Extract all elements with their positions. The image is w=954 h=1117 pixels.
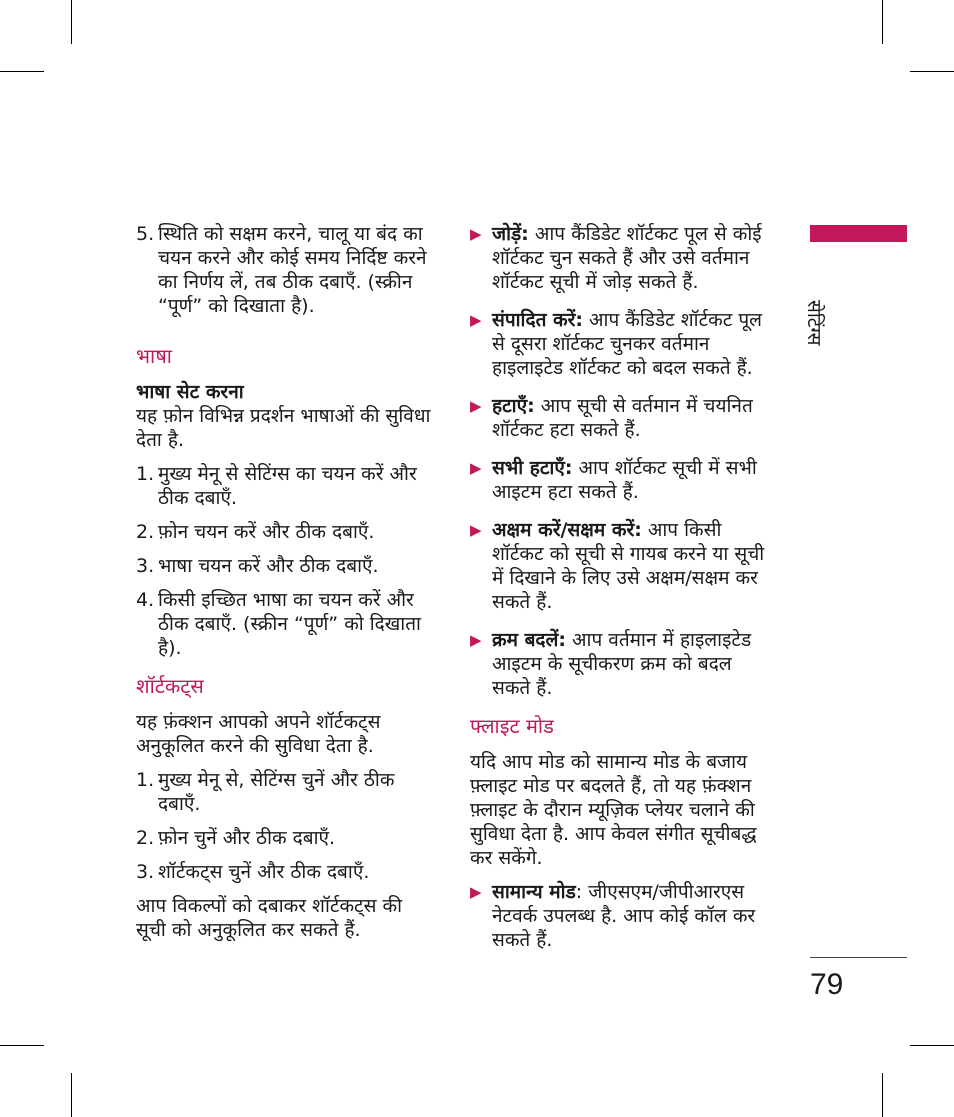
list-item: 3. शॉर्टकट्स चुनें और ठीक दबाएँ. bbox=[136, 861, 370, 883]
paragraph: आप विकल्पों को दबाकर शॉर्टकट्स की सूची को अनुकूलित कर सकते हैं. bbox=[136, 895, 403, 941]
paragraph: यह फ़ंक्शन आपको अपने शॉर्टकट्स अनुकूलित करने की सुविधा देता है. bbox=[136, 711, 381, 757]
list-item: ▶ जोड़ें: आप कैंडिडेट शॉर्टकट पूल से कोई शॉर्टकट चुन सकते हैं और उसे वर्तमान शॉर्टकट सूची में जोड़ सकते हैं. bbox=[470, 223, 762, 293]
crop-mark bbox=[0, 1045, 44, 1046]
list-item: ▶ सामान्य मोड: जीएसएम/जीपीआरएस नेटवर्क उपलब्ध है. आप कोई कॉल कर सकते हैं. bbox=[470, 881, 756, 951]
language-steps bbox=[136, 462, 436, 660]
shortcut-steps bbox=[136, 768, 436, 884]
list-item: 3. भाषा चयन करें और ठीक दबाएँ. bbox=[136, 555, 379, 577]
triangle-bullet-icon: ▶ bbox=[470, 397, 482, 415]
list-item: 2. फ़ोन चयन करें और ठीक दबाएँ. bbox=[136, 521, 375, 543]
crop-mark bbox=[882, 0, 883, 44]
triangle-bullet-icon: ▶ bbox=[470, 521, 482, 539]
continued-step bbox=[136, 222, 436, 318]
paragraph: यदि आप मोड को सामान्य मोड के बजाय फ़्लाइट मोड पर बदलते हैं, तो यह फ़ंक्शन फ़्लाइट के दौरान म्यूज़िक प्लेयर चलाने की सुविधा देता है. आप केवल संगीत सूचीबद्ध कर सकेंगे. bbox=[470, 751, 757, 869]
crop-mark bbox=[71, 1073, 72, 1117]
section-heading-flight-mode: फ्लाइट मोड bbox=[470, 714, 554, 738]
left-column bbox=[136, 222, 436, 942]
list-item: ▶ संपादित करें: आप कैंडिडेट शॉर्टकट पूल से दूसरा शॉर्टकट चुनकर वर्तमान हाइलाइटेड शॉर्टकट को बदल सकते हैं. bbox=[470, 309, 763, 379]
list-item: 2. फ़ोन चुनें और ठीक दबाएँ. bbox=[136, 827, 336, 849]
divider bbox=[810, 957, 907, 958]
list-item: ▶ क्रम बदलें: आप वर्तमान में हाइलाइटेड आइटम के सूचीकरण क्रम को बदल सकते हैं. bbox=[470, 629, 752, 699]
page-number: 79 bbox=[810, 968, 844, 1001]
triangle-bullet-icon: ▶ bbox=[470, 459, 482, 477]
triangle-bullet-icon: ▶ bbox=[470, 883, 482, 901]
list-item: ▶ हटाएँ: आप सूची से वर्तमान में चयनित शॉर्टकट हटा सकते हैं. bbox=[470, 395, 753, 441]
list-item: 1. मुख्य मेनू से सेटिंग्स का चयन करें और ठीक दबाएँ. bbox=[136, 463, 417, 509]
shortcut-options-list bbox=[470, 222, 775, 700]
list-item: 4. किसी इच्छित भाषा का चयन करें और ठीक दबाएँ. (स्क्रीन “पूर्ण” को दिखाता है). bbox=[136, 589, 421, 659]
section-tab-bar bbox=[810, 225, 907, 242]
right-column bbox=[470, 222, 775, 966]
section-heading-shortcuts: शॉर्टकट्स bbox=[136, 674, 204, 698]
triangle-bullet-icon: ▶ bbox=[470, 225, 482, 243]
section-heading-language: भाषा bbox=[136, 344, 172, 368]
crop-mark bbox=[910, 1045, 954, 1046]
triangle-bullet-icon: ▶ bbox=[470, 631, 482, 649]
list-item: 5. स्थिति को सक्षम करने, चालू या बंद का चयन करने और कोई समय निर्दिष्ट करने का निर्णय लें, तब ठीक दबाएँ. (स्क्रीन “पूर्ण” को दिखाता है). bbox=[136, 223, 427, 317]
flight-mode-list bbox=[470, 880, 775, 952]
subheading-set-language: भाषा सेट करना bbox=[136, 381, 244, 403]
crop-mark bbox=[910, 71, 954, 72]
crop-mark bbox=[882, 1073, 883, 1117]
list-item: 1. मुख्य मेनू से, सेटिंग्स चुनें और ठीक दबाएँ. bbox=[136, 769, 395, 815]
list-item: ▶ सभी हटाएँ: आप शॉर्टकट सूची में सभी आइटम हटा सकते हैं. bbox=[470, 457, 757, 503]
section-tab-label: सेटिंग्स bbox=[803, 300, 825, 346]
list-item: ▶ अक्षम करें/सक्षम करें: आप किसी शॉर्टकट को सूची से गायब करने या सूची में दिखाने के लिए उसे अक्षम/सक्षम कर सकते हैं. bbox=[470, 519, 765, 613]
paragraph: यह फ़ोन विभिन्न प्रदर्शन भाषाओं की सुविधा देता है. bbox=[136, 405, 431, 451]
crop-mark bbox=[71, 0, 72, 44]
triangle-bullet-icon: ▶ bbox=[470, 311, 482, 329]
crop-mark bbox=[0, 71, 44, 72]
